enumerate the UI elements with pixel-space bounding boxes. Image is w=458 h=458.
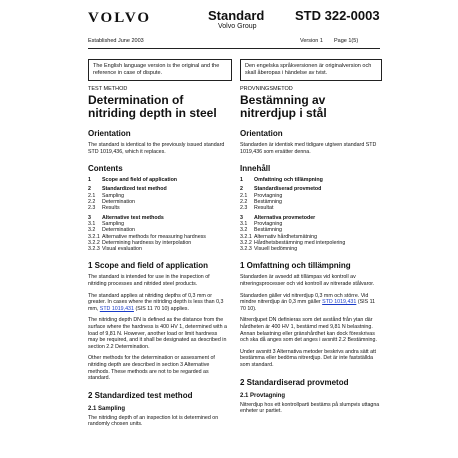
toc-item-title: Visual evaluation [102,246,142,253]
section-1-heading: 1 Omfattning och tillämpning [240,261,351,271]
section-1-paragraph: Nitrerdjupet DN definieras som det avstånd från ytan där hårdheten är 400 HV 1, bestämd med 9,81 N belastning. Annan belastning eller gränshårdhet kan dock föreskrivas och ska då anges som det anges i avsnitt 2.2 Bestämning. [240,317,377,344]
document-title: Bestämning av nitrerdjup i stål [240,93,327,120]
toc-item-title: Results [102,205,120,212]
toc-item-title: Standardiserad provmetod [254,186,322,193]
section-1-paragraph: The standard is intended for use in the inspection of nitriding processes and nitrided steel products. [88,274,210,288]
orientation-heading: Orientation [88,129,131,138]
orientation-text: The standard is identical to the previously issued standard STD 1019,436, which it replaces. [88,142,225,155]
volvo-logo: VOLVO [88,10,152,26]
toc-item-title: Sampling [102,220,125,227]
paragraph-text: Standarden gäller vid nitrerdjup 0,3 mm och större. Vid mindre nitrerdjup än 0,3 mm gäller [240,292,369,306]
toc-item-number: 1 [88,177,91,184]
std-reference-link[interactable]: STD 1019,431 [322,299,357,306]
method-label: TEST METHOD [88,86,128,92]
toc-item-title: Determination [102,199,135,206]
toc-item-title: Standardized test method [102,186,167,193]
toc-item-title: Sampling [102,192,125,199]
toc-item-title: Resultat [254,205,274,212]
swedish-column [240,80,380,420]
section-2-1-heading: 2.1 Provtagning [240,392,286,399]
notice-box-english: The English language version is the original and the reference in case of dispute. [88,59,232,81]
toc-item-title: Bestämning [254,199,282,206]
established-date: June 2003 [118,38,144,44]
toc-item-number: 3.2.1 [88,233,100,240]
paragraph-text: The standard applies at nitriding depths of 0,3 mm or greater. In cases where the nitriding depth is less than 0,3 mm, [88,292,224,312]
section-1-paragraph: Other methods for the determination or assessment of nitriding depth are described in section 3 Alternative methods. These methods are not to be regarded as standard. [88,355,215,382]
section-1-paragraph [240,293,380,313]
toc-item-title: Omfattning och tillämpning [254,177,323,184]
toc-item-title: Visuell bedömning [254,246,298,253]
toc-item-number: 3.1 [240,220,248,227]
section-1-paragraph: The nitriding depth DN is defined as the distance from the surface where the hardness is 400 HV 1, determined with a load of 9,81 N. However, another load or limit hardness may be required, and it shall be designated as described in section 2.2 Determination. [88,317,227,350]
toc-item-number: 3.2.2 [88,239,100,246]
section-2-heading: 2 Standardiserad provmetod [240,377,349,387]
contents-heading: Contents [88,164,123,174]
toc-item-title: Hårdhetsbestämning med interpolering [254,239,346,246]
section-1-paragraph: Under avsnitt 3 Alternativa metoder beskrivs andra sätt att bestämma eller bedöma nitrerdjup. Det är inte fastställda som standard. [240,348,377,368]
section-2-1-paragraph: Nitrerdjup hos ett kontrollparti bestäms på slumpvis uttagna enheter ur partiet. [240,401,380,415]
toc-item-number: 1 [240,177,243,184]
toc-item-number: 3.1 [88,220,96,227]
toc-item [88,246,228,252]
toc-item-number: 3.2 [240,227,248,234]
notice-box-swedish: Den engelska språkversionen är originalversion och skall åberopas i händelse av tvist. [240,59,382,81]
toc-item [240,246,380,252]
toc-item-title: Alternative test methods [102,214,164,221]
toc-item-number: 2.3 [240,205,248,212]
orientation-text: Standarden är identisk med tidigare utgiven standard STD 1019,436 som ersätter denna. [240,142,377,155]
toc-item-number: 3.2 [88,227,96,234]
toc-item-number: 3.2.1 [240,233,252,240]
header-divider [88,48,380,49]
toc-item-number: 2.1 [240,192,248,199]
section-1-paragraph [88,293,228,313]
section-2-heading: 2 Standardized test method [88,390,193,400]
toc-item-number: 2.1 [88,192,96,199]
std-reference-link[interactable]: STD 1019,431 [99,305,134,312]
section-2-1-paragraph: The nitriding depth of an inspection lot is determined on randomly chosen units. [88,414,219,428]
orientation-heading: Orientation [240,129,283,138]
toc-item-number: 3.2.3 [240,246,252,253]
table-of-contents [88,177,228,252]
paragraph-text: (SIS 11 70 10). [240,299,376,312]
toc-item-title: Provtagning [254,220,283,227]
toc-item-title: Alternative methods for measuring hardness [102,233,206,240]
toc-item-number: 3.2.2 [240,239,252,246]
standard-subtitle: Volvo Group [218,23,257,30]
toc-item-number: 2.2 [88,199,96,206]
contents-heading: Innehåll [240,164,271,174]
method-label: PROVNINGSMETOD [240,86,293,92]
table-of-contents [240,177,380,252]
toc-item-title: Bestämning [254,227,282,234]
toc-item-number: 3 [88,214,91,221]
toc-item-number: 3.2.3 [88,246,100,253]
section-1-paragraph: Standarden är avsedd att tillämpas vid kontroll av nitreringsprocesser och vid kontroll av nitrerade stålvaror. [240,274,375,288]
toc-item-number: 2.3 [88,205,96,212]
section-2-1-heading: 2.1 Sampling [88,405,126,412]
toc-item-number: 2.2 [240,199,248,206]
toc-item-title: Scope and field of application [102,177,178,184]
standard-number: STD 322-0003 [295,8,380,23]
toc-item-number: 2 [240,186,243,193]
standard-title: Standard [208,8,265,23]
paragraph-text: (SIS 11 70 10) applies. [135,305,189,312]
toc-item-number: 3 [240,214,243,221]
version-label: Version 1 [300,38,323,44]
established-label: Established [88,38,117,44]
toc-item-title: Provtagning [254,192,283,199]
english-column [88,80,228,433]
document-title: Determination of nitriding depth in steel [88,93,217,120]
toc-item-number: 2 [88,186,91,193]
toc-item-title: Alternativ hårdhetsmätning [254,233,318,240]
toc-item-title: Alternativa provmetoder [254,214,316,221]
toc-item-title: Determination [102,227,135,234]
page-number: Page 1(5) [334,38,359,44]
section-1-heading: 1 Scope and field of application [88,261,209,271]
toc-item-title: Determining hardness by interpolation [102,239,192,246]
